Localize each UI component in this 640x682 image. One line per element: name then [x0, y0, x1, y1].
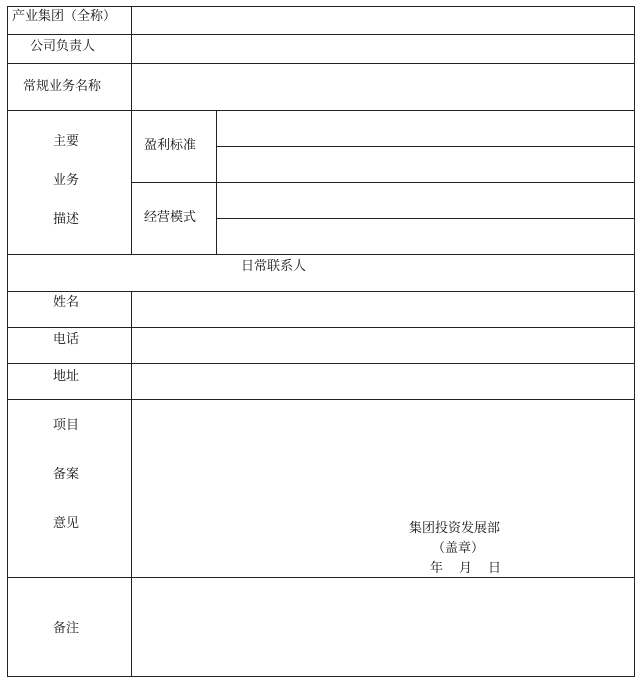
manager-label: 公司负责人 — [30, 39, 96, 54]
daily-contact-header: 日常联系人 — [241, 259, 307, 274]
grid-line — [216, 110, 217, 254]
name-field[interactable] — [133, 292, 633, 327]
manager-field[interactable] — [133, 35, 633, 63]
date-day: 日 — [488, 561, 502, 576]
date-year: 年 — [430, 561, 444, 576]
remarks-field[interactable] — [133, 578, 633, 676]
grid-line — [7, 254, 635, 255]
business-name-field[interactable] — [133, 64, 633, 110]
business-name-label: 常规业务名称 — [23, 79, 102, 94]
seal-note: （盖章） — [432, 541, 485, 556]
business-model-label: 经营模式 — [144, 210, 197, 225]
main-business-label-line: 业务 — [53, 173, 80, 188]
record-opinion-label-line: 备案 — [53, 467, 80, 482]
phone-field[interactable] — [133, 328, 633, 363]
profit-standard-field[interactable] — [218, 147, 633, 182]
grid-line — [7, 6, 8, 677]
grid-line — [634, 6, 635, 677]
business-model-field[interactable] — [218, 219, 633, 254]
business-model-field[interactable] — [218, 183, 633, 218]
address-label: 地址 — [53, 369, 80, 384]
main-business-label-line: 主要 — [53, 134, 80, 149]
name-label: 姓名 — [53, 295, 80, 310]
record-opinion-label-line: 项目 — [53, 418, 80, 433]
record-opinion-label-line: 意见 — [53, 516, 80, 531]
group-name-field[interactable] — [133, 7, 633, 34]
grid-line — [7, 399, 635, 400]
grid-line — [131, 291, 132, 677]
grid-line — [7, 676, 635, 677]
profit-standard-field[interactable] — [218, 111, 633, 146]
main-business-label-line: 描述 — [53, 212, 80, 227]
department-name: 集团投资发展部 — [409, 521, 501, 536]
phone-label: 电话 — [53, 332, 80, 347]
profit-standard-label: 盈利标准 — [144, 138, 197, 153]
grid-line — [131, 6, 132, 254]
date-month: 月 — [459, 561, 473, 576]
address-field[interactable] — [133, 364, 633, 399]
group-name-label: 产业集团（全称） — [12, 9, 117, 24]
remarks-label: 备注 — [53, 621, 80, 636]
